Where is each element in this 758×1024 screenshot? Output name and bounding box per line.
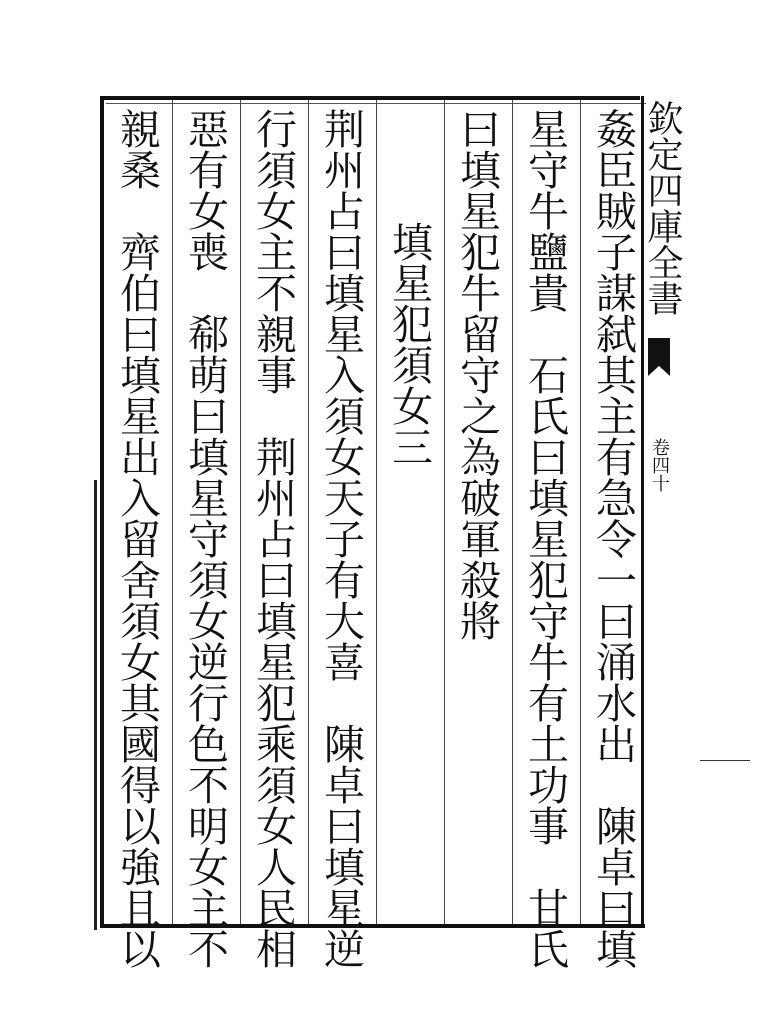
column-rule bbox=[376, 100, 377, 924]
text-column-6: 行須女主不親事 荆州占曰填星犯乘須女人民相 bbox=[249, 108, 297, 969]
column-rule bbox=[512, 100, 513, 924]
column-rule bbox=[580, 100, 581, 924]
text-column-7: 惡有女喪 郗萌曰填星守須女逆行色不明女主不 bbox=[181, 108, 229, 969]
column-rule bbox=[172, 100, 173, 924]
column-rule bbox=[308, 100, 309, 924]
book-title: 欽定四庫全書 bbox=[642, 100, 683, 316]
margin-rule bbox=[700, 760, 750, 761]
frame-left-border bbox=[100, 96, 104, 928]
frame-left-shadow bbox=[94, 480, 97, 930]
column-rule bbox=[240, 100, 241, 924]
text-column-1: 姦臣賊子謀弑其主有急令一曰涌水出 陳卓曰填 bbox=[589, 108, 637, 969]
fish-tail-mark bbox=[648, 338, 670, 366]
text-column-3: 曰填星犯牛留守之為破軍殺將 bbox=[453, 108, 501, 641]
text-column-8: 親桑 齊伯曰填星出入留舍須女其國得以強且以 bbox=[113, 108, 161, 969]
text-column-5: 荆州占曰填星入須女天子有大喜 陳卓曰填星逆 bbox=[317, 108, 365, 969]
frame-top-border bbox=[100, 96, 640, 100]
section-heading: 填星犯須女三 bbox=[385, 180, 433, 467]
column-rule bbox=[444, 100, 445, 924]
volume-number: 卷四十 bbox=[649, 438, 670, 492]
text-column-2: 星守牛鹽貴 石氏曰填星犯守牛有土功事 甘氏 bbox=[521, 108, 569, 969]
